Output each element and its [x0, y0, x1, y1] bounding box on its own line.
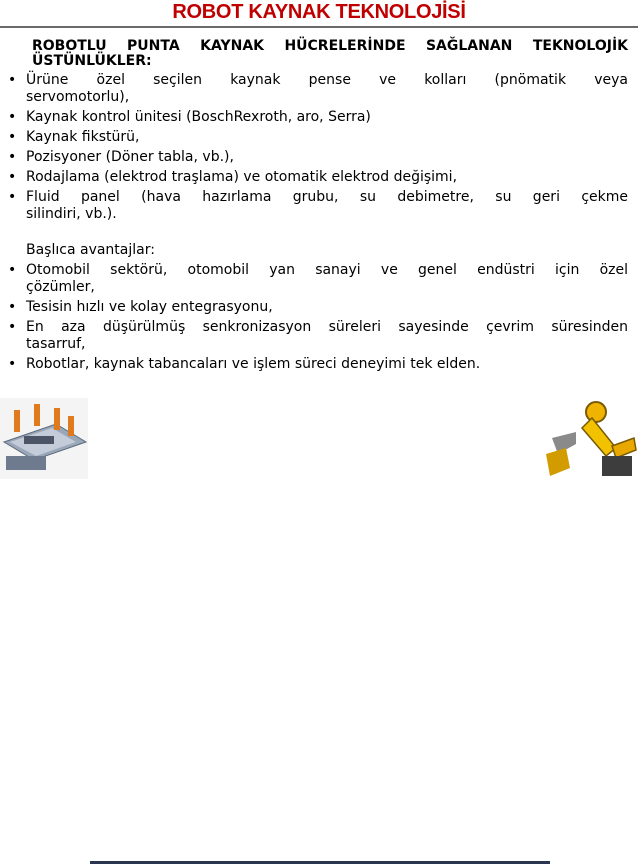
- list-item-text: Tesisin hızlı ve kolay entegrasyonu,: [26, 299, 273, 315]
- list-item: [8, 109, 638, 126]
- list-item: [8, 356, 638, 373]
- section2-heading: Başlıca avantajlar:: [26, 242, 155, 258]
- bullet-icon: •: [8, 189, 17, 205]
- list-item: [8, 319, 628, 336]
- list-item-text: En aza düşürülmüş senkronizasyon süreleri sayesinde çevrim süresinden: [26, 319, 628, 335]
- list-item: [8, 189, 628, 206]
- list-item-text: Otomobil sektörü, otomobil yan sanayi ve genel endüstri için özel: [26, 262, 628, 278]
- list-item-continuation: servomotorlu),: [26, 89, 130, 105]
- list-item: [8, 129, 638, 146]
- list-item-text: Fluid panel (hava hazırlama grubu, su debimetre, su geri çekme: [26, 189, 628, 205]
- list-item-continuation: silindiri, vb.).: [26, 206, 117, 222]
- section1-heading-line1: ROBOTLU PUNTA KAYNAK HÜCRELERİNDE SAĞLANAN TEKNOLOJİK: [32, 38, 628, 54]
- bullet-icon: •: [8, 299, 17, 315]
- bullet-icon: •: [8, 319, 17, 335]
- list-item-text: Pozisyoner (Döner tabla, vb.),: [26, 149, 234, 165]
- bullet-icon: •: [8, 129, 17, 145]
- illustration-band: [0, 398, 638, 479]
- list-item: [8, 262, 628, 279]
- bullet-icon: •: [8, 262, 17, 278]
- list-item-text: Ürüne özel seçilen kaynak pense ve kolları (pnömatik veya: [26, 72, 628, 88]
- content-panel: [0, 26, 638, 400]
- list-item: [8, 72, 628, 89]
- list-item-text: Kaynak fikstürü,: [26, 129, 140, 145]
- section1-heading-line2: ÜSTÜNLÜKLER:: [32, 53, 152, 69]
- page-title: ROBOT KAYNAK TEKNOLOJİSİ: [172, 1, 466, 23]
- bullet-icon: •: [8, 72, 17, 88]
- bullet-icon: •: [8, 169, 17, 185]
- list-item: [8, 149, 638, 166]
- robot-arm-illustration: [546, 398, 638, 479]
- list-item-text: Robotlar, kaynak tabancaları ve işlem süreci deneyimi tek elden.: [26, 356, 481, 372]
- bullet-icon: •: [8, 356, 17, 372]
- welding-cell-illustration: [0, 398, 88, 479]
- list-item-text: Rodajlama (elektrod traşlama) ve otomatik elektrod değişimi,: [26, 169, 458, 185]
- title-bar: [0, 0, 638, 24]
- list-item-continuation: çözümler,: [26, 279, 95, 295]
- list-item-continuation: tasarruf,: [26, 336, 86, 352]
- list-item: [8, 169, 638, 186]
- bullet-icon: •: [8, 149, 17, 165]
- list-item-text: Kaynak kontrol ünitesi (BoschRexroth, aro, Serra): [26, 109, 371, 125]
- bullet-icon: •: [8, 109, 17, 125]
- list-item: [8, 299, 638, 316]
